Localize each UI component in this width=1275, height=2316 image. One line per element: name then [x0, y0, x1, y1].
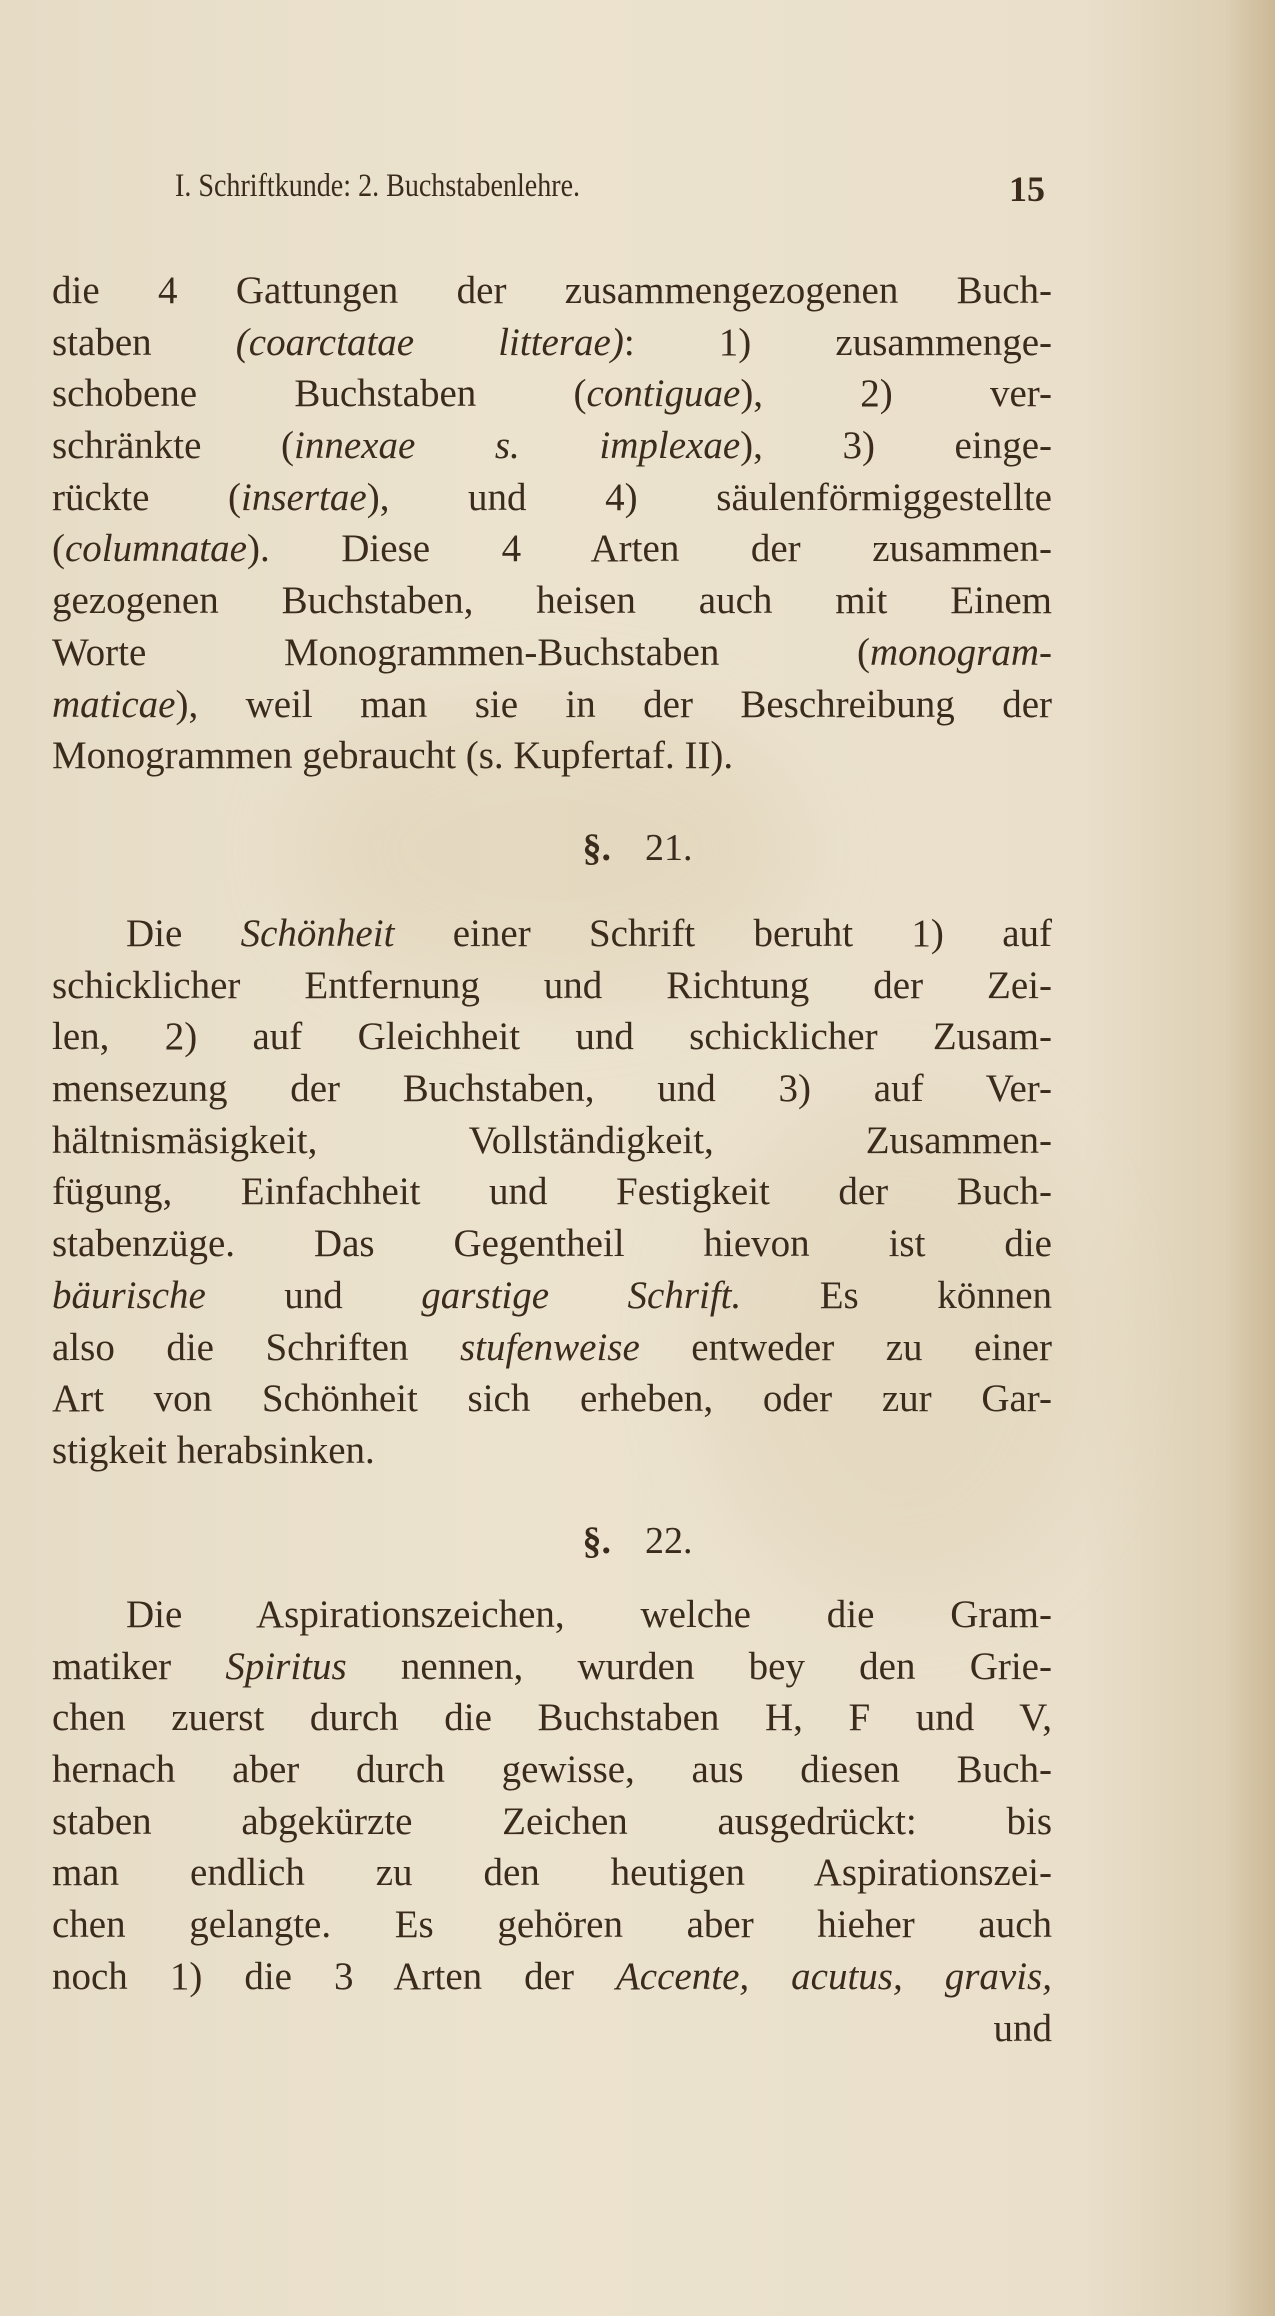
text-segment: Worte Monogrammen-Buchstaben ( — [52, 630, 870, 674]
text-line — [52, 960, 1052, 1012]
text-segment: ), 3) einge- — [740, 424, 1052, 468]
text-segment: und — [205, 1273, 422, 1317]
text-line — [52, 679, 1052, 731]
text-segment: einer Schrift beruht 1) auf — [394, 912, 1052, 955]
paragraph-1 — [52, 265, 1052, 782]
text-line — [52, 1011, 1052, 1063]
text-segment: gezogenen Buchstaben, heisen auch mit Einem — [52, 579, 1052, 623]
text-segment: chen gelangte. Es gehören aber hieher auch — [52, 1903, 1052, 1947]
text-line — [52, 1589, 1052, 1641]
text-segment: noch 1) die 3 Arten der — [52, 1954, 616, 1998]
section-heading-21 — [0, 826, 1275, 870]
text-line — [52, 1166, 1052, 1218]
text-segment: stabenzüge. Das Gegentheil hievon ist die — [52, 1222, 1052, 1266]
italic-term: maticae — [52, 682, 176, 726]
paragraph-22 — [52, 1589, 1052, 2054]
italic-term: contiguae — [586, 372, 741, 416]
text-line — [52, 317, 1052, 369]
text-line — [52, 1063, 1052, 1115]
text-line — [52, 1373, 1052, 1425]
section-number: 21. — [645, 827, 693, 869]
italic-term: Accente, acutus, gravis, — [615, 1954, 1052, 1998]
text-line — [52, 730, 1052, 782]
italic-term: Spiritus — [225, 1644, 347, 1688]
text-line — [52, 908, 1052, 960]
text-segment: Die — [126, 912, 241, 955]
text-segment: Monogrammen gebraucht (s. Kupfertaf. II). — [52, 734, 734, 778]
italic-term: insertae — [241, 475, 367, 519]
header-title: I. Schriftkunde: 2. Buchstabenlehre. — [175, 168, 581, 204]
text-segment: schobene Buchstaben ( — [52, 372, 587, 416]
text-segment: hältnismäsigkeit, Vollständigkeit, Zusammen- — [52, 1118, 1052, 1162]
text-line — [52, 472, 1052, 524]
text-line — [52, 1322, 1052, 1374]
text-line — [52, 523, 1052, 575]
text-line — [52, 1270, 1052, 1322]
text-line — [52, 1899, 1052, 1951]
text-segment: staben abgekürzte Zeichen ausgedrückt: bis — [52, 1799, 1052, 1843]
text-line — [52, 1744, 1052, 1796]
text-segment: ( — [52, 527, 65, 571]
section-heading-22 — [0, 1519, 1275, 1563]
text-segment: ). Diese 4 Arten der zusammen- — [246, 527, 1052, 571]
text-segment: also die Schriften — [52, 1325, 460, 1369]
italic-term: garstige Schrift. — [421, 1273, 742, 1317]
text-line — [52, 1692, 1052, 1744]
text-segment: fügung, Einfachheit und Festigkeit der Buch- — [52, 1170, 1052, 1214]
text-segment: schränkte ( — [52, 424, 295, 468]
text-segment: Es können — [741, 1273, 1053, 1317]
italic-term: Schönheit — [240, 912, 395, 955]
text-segment: stigkeit herabsinken. — [52, 1428, 375, 1472]
text-segment: staben — [52, 320, 236, 364]
italic-term: innexae s. implexae — [294, 424, 741, 468]
text-line — [52, 1951, 1052, 2003]
text-segment: hernach aber durch gewisse, aus diesen Buch- — [52, 1748, 1052, 1792]
text-segment: Art von Schönheit sich erheben, oder zur Gar- — [52, 1377, 1052, 1421]
text-line — [52, 1847, 1052, 1899]
text-line — [52, 265, 1052, 317]
page-number: 15 — [1009, 169, 1045, 209]
text-line — [52, 1425, 1052, 1477]
text-segment: ), und 4) säulenförmiggestellte — [366, 475, 1052, 519]
section-number: 22. — [645, 1520, 693, 1562]
text-segment: : 1) zusammenge- — [623, 320, 1052, 364]
text-line — [52, 1796, 1052, 1848]
text-line — [52, 1218, 1052, 1270]
text-segment: schicklicher Entfernung und Richtung der Zei- — [52, 963, 1052, 1007]
text-line — [52, 2003, 1052, 2055]
text-line — [52, 575, 1052, 627]
text-line — [52, 1641, 1052, 1693]
paragraph-21 — [52, 908, 1052, 1477]
section-sign: §. — [582, 1520, 611, 1562]
text-segment: und — [993, 2006, 1052, 2050]
text-segment: len, 2) auf Gleichheit und schicklicher Zusam- — [52, 1015, 1052, 1059]
text-segment: man endlich zu den heutigen Aspirationszei- — [52, 1851, 1052, 1895]
text-segment: Die Aspirationszeichen, welche die Gram- — [126, 1593, 1052, 1636]
text-segment: matiker — [52, 1644, 226, 1688]
text-segment: mensezung der Buchstaben, und 3) auf Ver- — [52, 1067, 1052, 1111]
text-line — [52, 420, 1052, 472]
text-segment: rückte ( — [52, 475, 242, 519]
italic-term: monogram- — [870, 630, 1052, 674]
italic-term: stufenweise — [459, 1325, 640, 1369]
text-line — [52, 627, 1052, 679]
text-segment: ), 2) ver- — [740, 372, 1052, 416]
text-line — [52, 1115, 1052, 1167]
italic-term: bäurische — [52, 1273, 206, 1317]
text-segment: ), weil man sie in der Beschreibung der — [175, 682, 1052, 726]
text-segment: chen zuerst durch die Buchstaben H, F und V, — [52, 1696, 1052, 1740]
italic-term: columnatae — [65, 527, 247, 571]
italic-term: (coarctatae litterae) — [235, 320, 624, 364]
text-line — [52, 368, 1052, 420]
text-segment: die 4 Gattungen der zusammengezogenen Buch- — [52, 269, 1052, 312]
text-segment: nennen, wurden bey den Grie- — [346, 1644, 1052, 1688]
text-segment: entweder zu einer — [639, 1325, 1052, 1369]
running-header — [175, 168, 1045, 218]
section-sign: §. — [582, 827, 611, 869]
